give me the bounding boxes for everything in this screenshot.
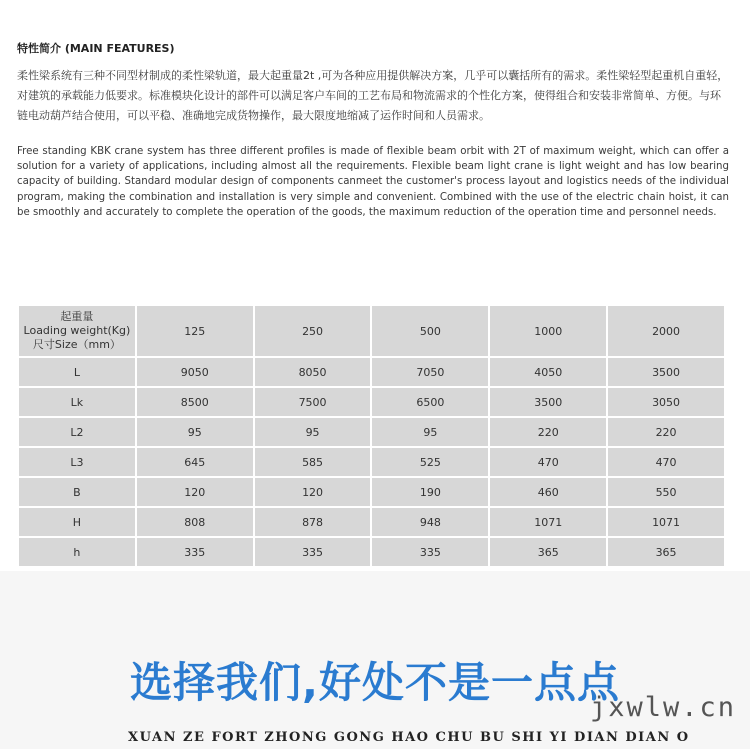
row-label: h <box>19 538 135 566</box>
table-cell: 7050 <box>372 358 488 386</box>
row-label: B <box>19 478 135 506</box>
description-english: Free standing KBK crane system has three different profiles is made of flexible beam orbit with 2T of maximum weight, which can offer a solution for a variety of applications, including almost all the requirements. Flexible beam light crane is light weight and has low bearing capacity of building. Standard modular design of components canmeet the customer's process layout and logistics needs of the individual program, making the combination and installation is very simple and convenient. Combined with the use of the electric chain hoist, it can be smoothly and accurately to complete the operation of the goods, the maximum reduction of the operation time and personnel needs. <box>17 146 729 218</box>
header-label-line: Loading weight(Kg) <box>23 324 131 337</box>
table-cell: 220 <box>608 418 724 446</box>
table-cell: 1071 <box>608 508 724 536</box>
column-header: 2000 <box>608 306 724 356</box>
table-cell: 585 <box>255 448 371 476</box>
table-cell: 808 <box>137 508 253 536</box>
table-cell: 1071 <box>490 508 606 536</box>
table-cell: 550 <box>608 478 724 506</box>
table-row <box>19 538 724 566</box>
table-row <box>19 418 724 446</box>
table-cell: 8050 <box>255 358 371 386</box>
table-cell: 460 <box>490 478 606 506</box>
column-header: 1000 <box>490 306 606 356</box>
table-cell: 878 <box>255 508 371 536</box>
table-cell: 120 <box>255 478 371 506</box>
header-label-line: 尺寸Size（mm） <box>32 338 121 351</box>
table-row <box>19 388 724 416</box>
description-chinese: 柔性梁系统有三种不同型材制成的柔性梁轨道，最大起重量2t ,可为各种应用提供解决方案，几乎可以囊括所有的需求。柔性梁轻型起重机自重轻，对建筑的承载能力低要求。标准模块化设计的部件可以满足客户车间的工艺布局和物流需求的个性化方案，使得组合和安装非常简单、方便。与环链电动葫芦结合使用，可以平稳、准确地完成货物操作，最大限度地缩减了运作时间和人员需求。 <box>17 69 729 122</box>
row-label: L2 <box>19 418 135 446</box>
table-row <box>19 358 724 386</box>
table-cell: 335 <box>372 538 488 566</box>
column-header: 125 <box>137 306 253 356</box>
table-cell: 95 <box>255 418 371 446</box>
table-cell: 220 <box>490 418 606 446</box>
watermark-text: jxwlw.cn <box>589 692 736 723</box>
table-cell: 335 <box>255 538 371 566</box>
table-cell: 365 <box>608 538 724 566</box>
table-cell: 4050 <box>490 358 606 386</box>
column-header: 250 <box>255 306 371 356</box>
table-cell: 470 <box>608 448 724 476</box>
specification-table <box>17 304 726 568</box>
table-cell: 948 <box>372 508 488 536</box>
table-cell: 7500 <box>255 388 371 416</box>
table-cell: 120 <box>137 478 253 506</box>
slogan-pinyin: XUAN ZE FORT ZHONG GONG HAO CHU BU SHI YI DIAN DIAN O <box>128 730 690 745</box>
table-cell: 335 <box>137 538 253 566</box>
row-label: H <box>19 508 135 536</box>
table-row <box>19 508 724 536</box>
column-header: 500 <box>372 306 488 356</box>
features-heading: 特性简介 (MAIN FEATURES) <box>17 42 175 55</box>
table-row <box>19 478 724 506</box>
table-cell: 3500 <box>608 358 724 386</box>
table-cell: 470 <box>490 448 606 476</box>
row-label: L <box>19 358 135 386</box>
table-cell: 190 <box>372 478 488 506</box>
table-cell: 6500 <box>372 388 488 416</box>
table-cell: 8500 <box>137 388 253 416</box>
header-label-cell <box>19 306 135 356</box>
table-cell: 95 <box>137 418 253 446</box>
header-label-line: 起重量 <box>60 310 94 323</box>
row-label: Lk <box>19 388 135 416</box>
slogan-text: 选择我们,好处不是一点点 <box>130 658 620 707</box>
table-cell: 365 <box>490 538 606 566</box>
table-cell: 3050 <box>608 388 724 416</box>
table-header-row <box>19 306 724 356</box>
table-cell: 525 <box>372 448 488 476</box>
table-cell: 645 <box>137 448 253 476</box>
table-row <box>19 448 724 476</box>
table-cell: 9050 <box>137 358 253 386</box>
table-cell: 3500 <box>490 388 606 416</box>
table-cell: 95 <box>372 418 488 446</box>
row-label: L3 <box>19 448 135 476</box>
